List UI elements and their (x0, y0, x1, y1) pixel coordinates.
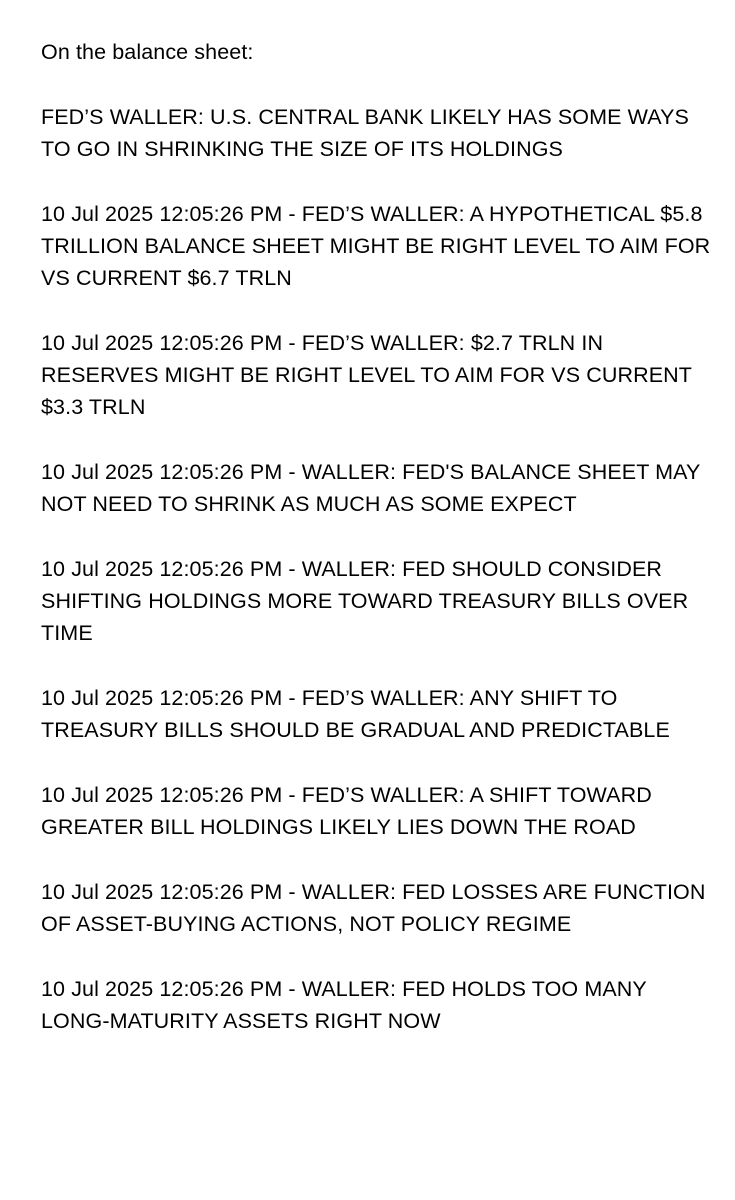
intro-line: On the balance sheet: (41, 40, 254, 64)
headline-item: 10 Jul 2025 12:05:26 PM - FED’S WALLER: A HYPOTHETICAL $5.8 TRILLION BALANCE SHEET MIGHT BE RIGHT LEVEL TO AIM FOR VS CURRENT $6.7 TRLN (41, 202, 711, 290)
headline-item: 10 Jul 2025 12:05:26 PM - FED’S WALLER: ANY SHIFT TO TREASURY BILLS SHOULD BE GRADUAL AND PREDICTABLE (41, 686, 670, 742)
headline-item: 10 Jul 2025 12:05:26 PM - WALLER: FED'S BALANCE SHEET MAY NOT NEED TO SHRINK AS MUCH AS SOME EXPECT (41, 460, 701, 516)
headline-item: 10 Jul 2025 12:05:26 PM - WALLER: FED LOSSES ARE FUNCTION OF ASSET-BUYING ACTIONS, NOT POLICY REGIME (41, 880, 706, 936)
headline-item: 10 Jul 2025 12:05:26 PM - FED’S WALLER: A SHIFT TOWARD GREATER BILL HOLDINGS LIKELY LIES DOWN THE ROAD (41, 783, 652, 839)
note-body (41, 36, 721, 1037)
headline-item: 10 Jul 2025 12:05:26 PM - WALLER: FED SHOULD CONSIDER SHIFTING HOLDINGS MORE TOWARD TREASURY BILLS OVER TIME (41, 557, 689, 645)
headline-item: 10 Jul 2025 12:05:26 PM - FED’S WALLER: $2.7 TRLN IN RESERVES MIGHT BE RIGHT LEVEL TO AIM FOR VS CURRENT $3.3 TRLN (41, 331, 692, 419)
headline-item: 10 Jul 2025 12:05:26 PM - WALLER: FED HOLDS TOO MANY LONG-MATURITY ASSETS RIGHT NOW (41, 977, 647, 1033)
headline-item: FED’S WALLER: U.S. CENTRAL BANK LIKELY HAS SOME WAYS TO GO IN SHRINKING THE SIZE OF ITS HOLDINGS (41, 105, 689, 161)
